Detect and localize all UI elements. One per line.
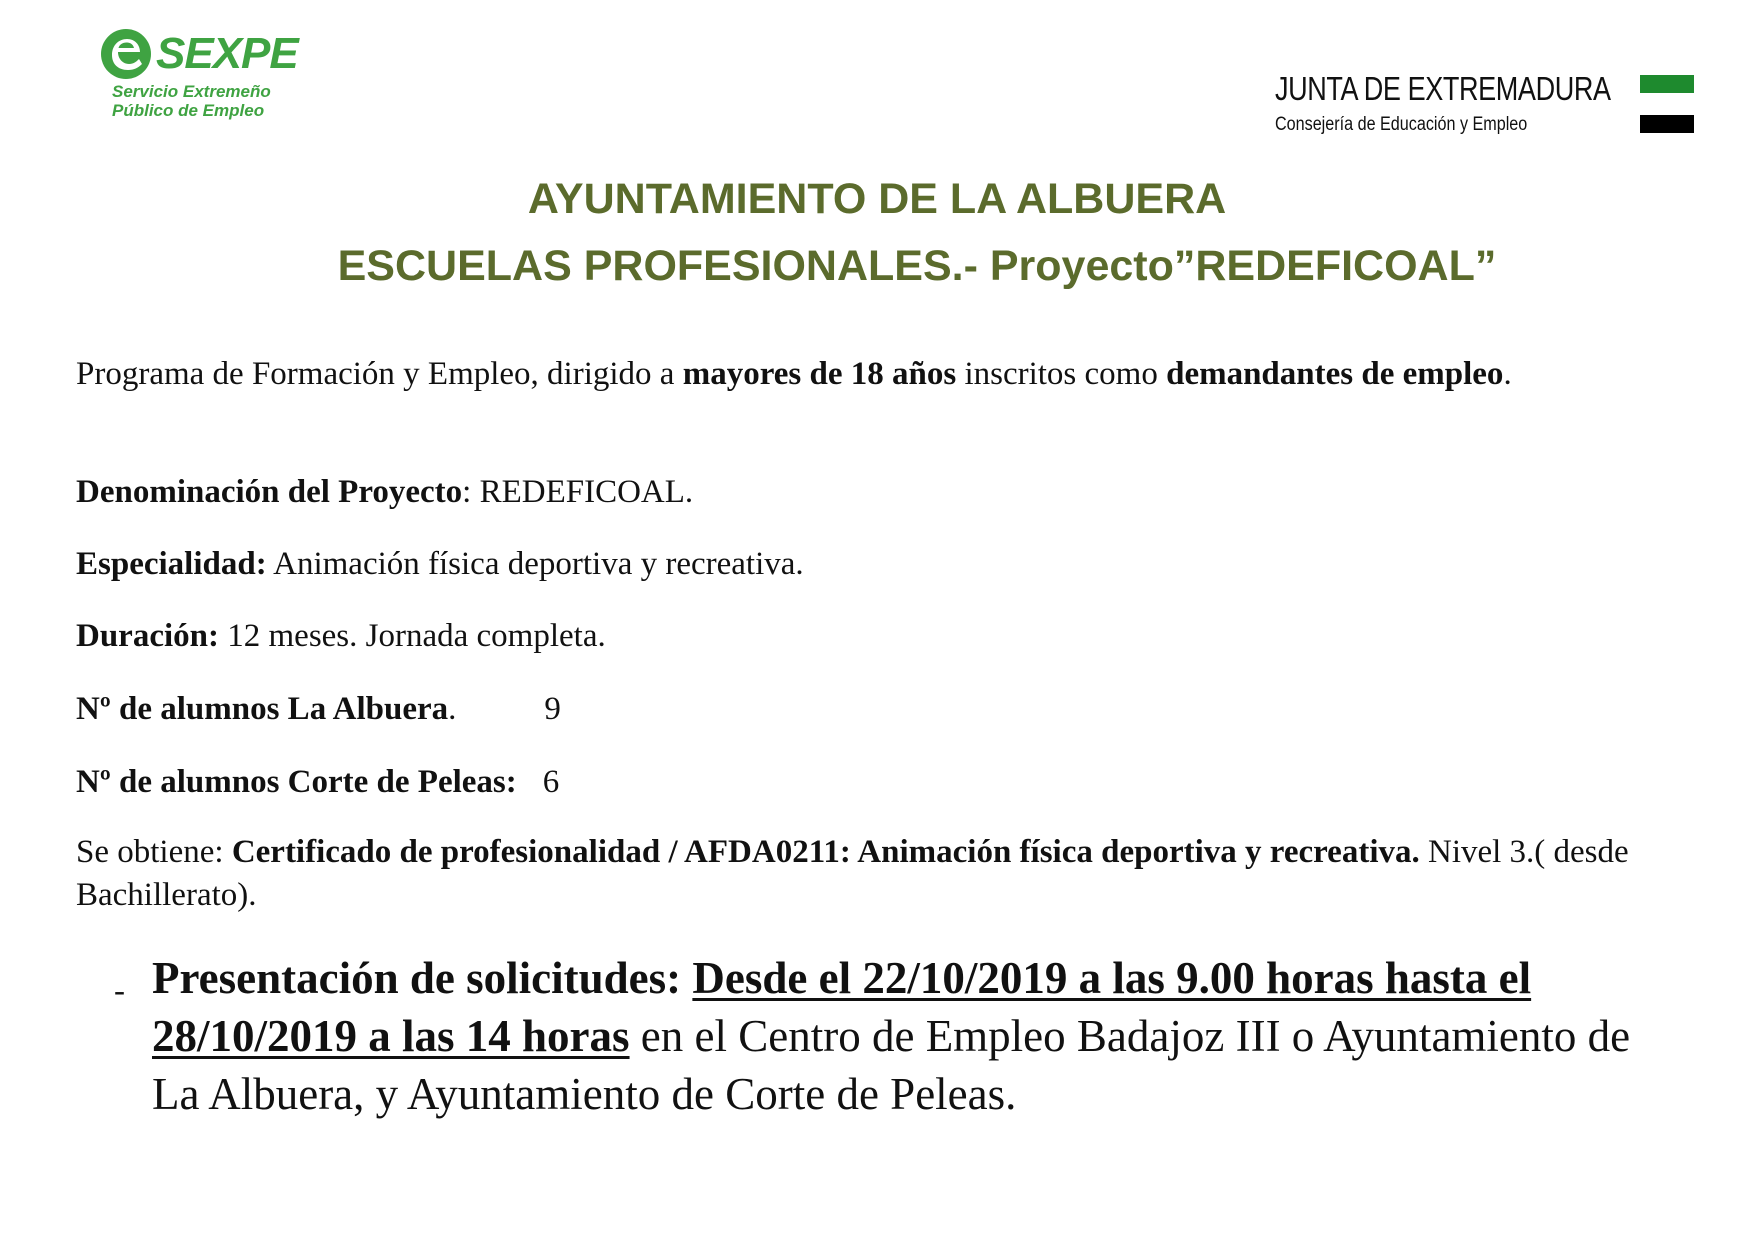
junta-logo-subtitle: Consejería de Educación y Empleo	[1275, 114, 1528, 135]
field-duracion	[76, 615, 1646, 658]
bullet-dash: -	[114, 973, 125, 1009]
field-denominacion-label: Denominación del Proyecto	[76, 474, 463, 510]
field-duracion-value: 12 meses. Jornada completa.	[219, 618, 606, 654]
solicitudes-dates: Desde el 22/10/2019 a las 9.00 horas hasta el 28/10/2019 a las 14 horas	[152, 953, 1532, 1061]
junta-logo-title: JUNTA DE EXTREMADURA	[1275, 70, 1611, 107]
solicitudes-paragraph	[152, 949, 1682, 1123]
intro-paragraph	[76, 353, 1646, 396]
field-alumnos-albuera-sep: .	[448, 691, 457, 727]
flag-black-stripe	[1640, 115, 1694, 133]
field-denominacion	[76, 471, 1646, 514]
intro-text-2: inscritos como	[956, 356, 1167, 392]
field-alumnos-corte-value: 6	[542, 764, 560, 800]
field-alumnos-albuera	[76, 688, 1646, 731]
intro-bold-demandantes: demandantes de empleo	[1166, 356, 1504, 392]
field-alumnos-albuera-label: Nº de alumnos La Albuera	[76, 691, 449, 727]
certificado-prefix: Se obtiene:	[76, 834, 232, 870]
sexpe-logo	[100, 28, 298, 124]
field-especialidad	[76, 543, 1646, 586]
sexpe-logo-line1: Servicio Extremeño	[112, 82, 271, 101]
sexpe-logo-line2: Público de Empleo	[112, 101, 265, 120]
intro-bold-age: mayores de 18 años	[682, 356, 957, 392]
flag-green-stripe	[1640, 75, 1694, 93]
field-denominacion-sep: :	[462, 474, 480, 510]
field-alumnos-corte-label: Nº de alumnos Corte de Peleas:	[76, 764, 517, 800]
junta-extremadura-logo	[1275, 70, 1695, 140]
solicitudes-label: Presentación de solicitudes:	[152, 953, 682, 1003]
certificado-bold: Certificado de profesionalidad / AFDA0211: Animación física deportiva y recreativa.	[231, 834, 1420, 870]
solicitudes-rest: en el Centro de Empleo Badajoz III o Ayuntamiento de La Albuera, y Ayuntamiento de Corte de Peleas.	[152, 1011, 1631, 1119]
intro-text-3: .	[1503, 356, 1512, 392]
field-especialidad-value: Animación física deportiva y recreativa.	[266, 546, 804, 582]
sexpe-logo-name: SEXPE	[156, 29, 298, 78]
field-especialidad-label: Especialidad:	[76, 546, 267, 582]
header-line1: AYUNTAMIENTO DE LA ALBUERA	[527, 175, 1227, 223]
sexpe-e-mark-icon	[100, 28, 152, 80]
certificado-paragraph	[76, 831, 1646, 917]
field-denominacion-value: REDEFICOAL.	[479, 474, 694, 510]
field-alumnos-albuera-value: 9	[544, 691, 561, 727]
header-line2: ESCUELAS PROFESIONALES.- Proyecto”REDEFICOAL”	[337, 242, 1497, 290]
intro-text-1: Programa de Formación y Empleo, dirigido a	[76, 356, 683, 392]
field-duracion-label: Duración:	[76, 618, 219, 654]
field-alumnos-corte	[76, 761, 1646, 804]
certificado-suffix: Nivel 3.( desde Bachillerato).	[76, 834, 1629, 913]
